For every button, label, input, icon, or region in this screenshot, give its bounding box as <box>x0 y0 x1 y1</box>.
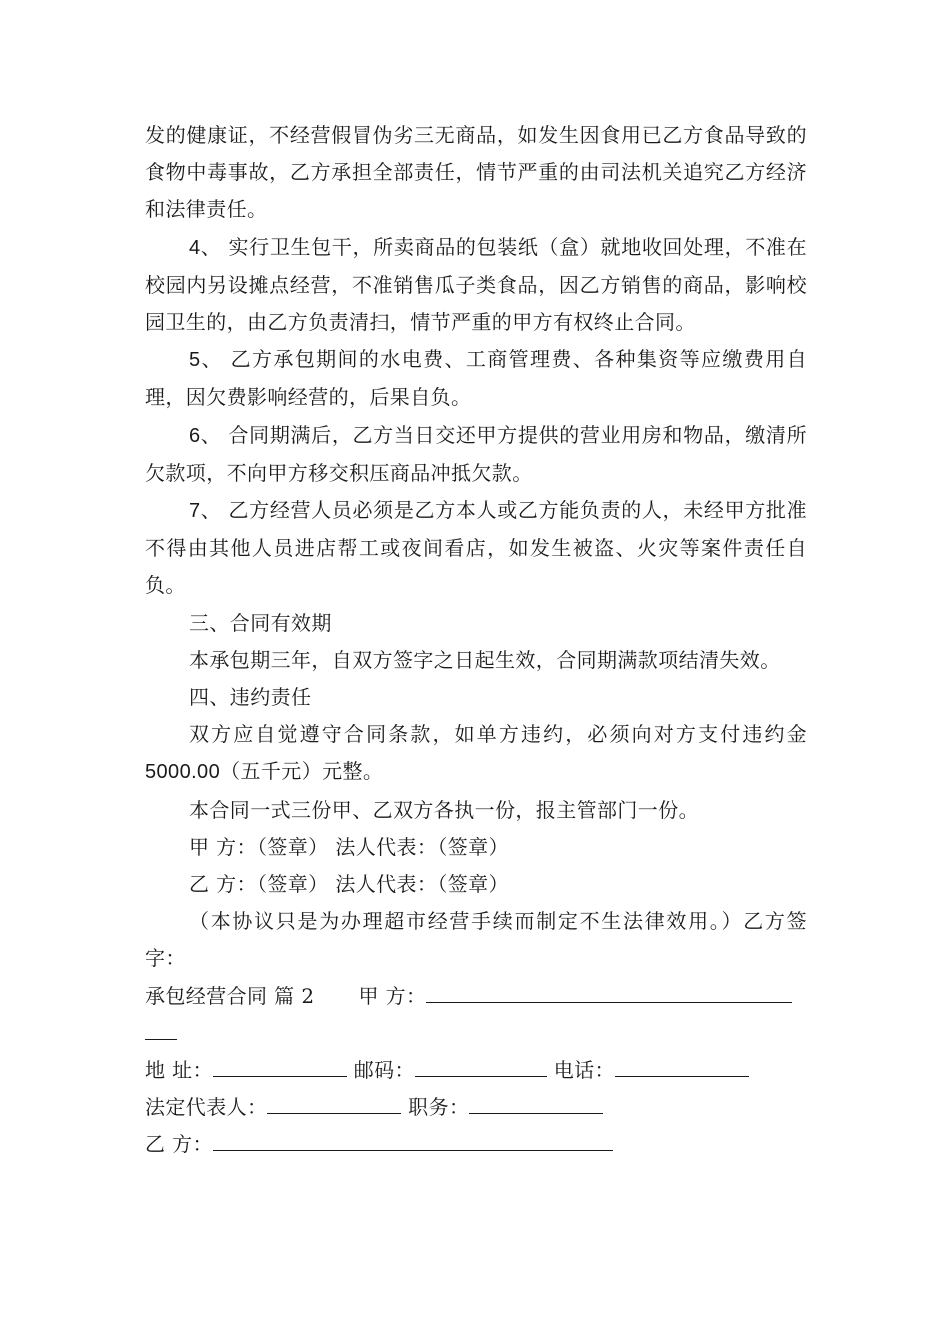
breach-text: 双方应自觉遵守合同条款，如单方违约，必须向对方支付违约金 <box>189 722 807 747</box>
clause-4 <box>145 229 807 342</box>
clause-text: 乙方承包期间的水电费、工商管理费、各种集资等应缴费用自理，因欠费影响经营的，后果自负。 <box>145 347 807 410</box>
paragraph-validity: 本承包期三年，自双方签字之日起生效，合同期满款项结清失效。 <box>189 647 781 672</box>
phone-label: 电话： <box>553 1058 615 1083</box>
signature-party-a: 甲 方：（签章） 法人代表：（签章） <box>189 834 509 859</box>
party-a-label: 甲 方： <box>358 983 427 1008</box>
clause-number: 6、 <box>189 424 222 447</box>
paragraph-copies: 本合同一式三份甲、乙双方各执一份，报主管部门一份。 <box>189 797 699 822</box>
section-heading-breach: 四、违约责任 <box>189 685 312 710</box>
signature-party-b: 乙 方：（签章） 法人代表：（签章） <box>189 872 509 897</box>
party-a-blank-continuation <box>145 1015 807 1052</box>
legal-rep-row <box>145 1089 807 1126</box>
breach-text-end: （五千元）元整。 <box>220 759 384 784</box>
paragraph-health-certificate: 发的健康证，不经营假冒伪劣三无商品，如发生因食用已乙方食品导致的食物中毒事故，乙方承担全部责任，情节严重的由司法机关追究乙方经济和法律责任。 <box>145 123 807 222</box>
clause-5 <box>145 341 807 416</box>
postcode-blank[interactable] <box>415 1054 547 1077</box>
position-blank[interactable] <box>469 1091 603 1114</box>
clause-number: 7、 <box>189 500 222 523</box>
clause-6 <box>145 417 807 492</box>
document-body <box>145 117 807 1164</box>
position-label: 职务： <box>408 1095 470 1120</box>
clause-number: 4、 <box>189 236 222 259</box>
paragraph-note: （本协议只是为办理超市经营手续而制定不生法律效用。）乙方签字： <box>145 909 807 971</box>
clause-7 <box>145 492 807 605</box>
clause-number: 5、 <box>189 349 223 372</box>
party-b-row <box>145 1126 807 1163</box>
contract2-title: 承包经营合同 篇 2 <box>145 983 315 1008</box>
clause-text: 合同期满后，乙方当日交还甲方提供的营业用房和物品，缴清所欠款项，不向甲方移交积压商品冲抵欠款。 <box>145 422 807 485</box>
address-blank[interactable] <box>213 1054 347 1077</box>
breach-amount: 5000.00 <box>145 761 221 784</box>
clause-text: 实行卫生包干，所卖商品的包装纸（盒）就地收回处理，不准在校园内另设摊点经营，不准销售瓜子类食品，因乙方销售的商品，影响校园卫生的，由乙方负责清扫，情节严重的甲方有权终止合同。 <box>145 234 807 335</box>
party-a-blank[interactable] <box>426 980 792 1003</box>
paragraph-breach <box>145 716 807 791</box>
section-heading-validity: 三、合同有效期 <box>189 610 332 635</box>
party-a-blank-tail[interactable] <box>145 1017 177 1040</box>
clause-text: 乙方经营人员必须是乙方本人或乙方能负责的人，未经甲方批准不得由其他人员进店帮工或夜间看店，如发生被盗、火灾等案件责任自负。 <box>145 498 807 598</box>
address-label: 地 址： <box>145 1058 213 1083</box>
legal-rep-label: 法定代表人： <box>145 1095 268 1120</box>
party-b-label: 乙 方： <box>145 1132 213 1157</box>
contract2-header-row <box>145 978 807 1015</box>
postcode-label: 邮码： <box>353 1058 415 1083</box>
party-b-blank[interactable] <box>213 1128 613 1151</box>
phone-blank[interactable] <box>615 1054 749 1077</box>
address-row <box>145 1052 807 1089</box>
legal-rep-blank[interactable] <box>267 1091 401 1114</box>
